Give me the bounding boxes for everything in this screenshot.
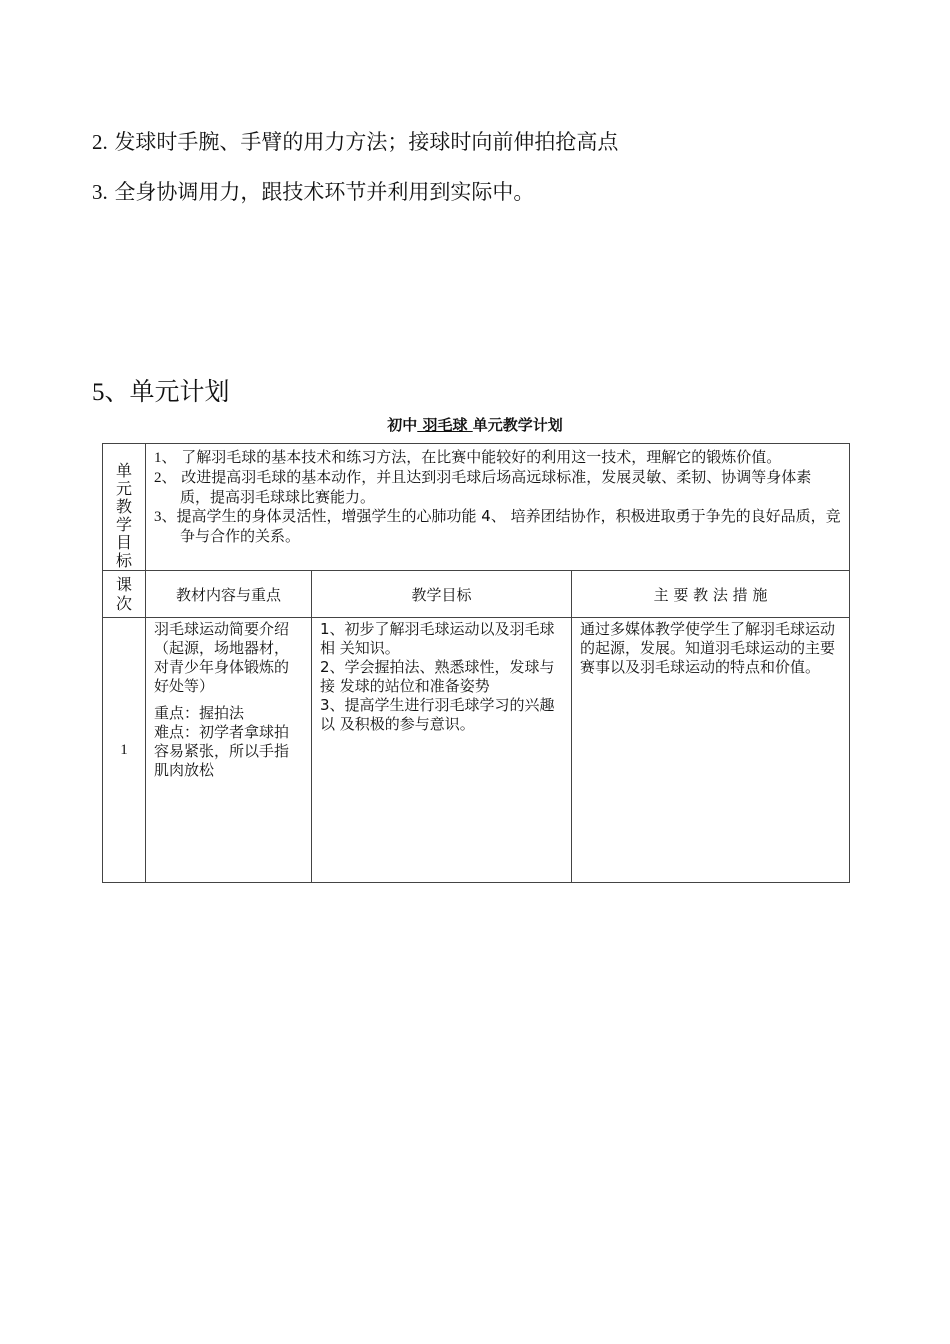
goal-label-char: 学 [115,515,132,534]
intro-line-2-number: 2. [92,130,108,154]
table-title [0,414,950,435]
difficulty: 难点：初学者拿球拍容易紧张，所以手指肌肉放松 [154,723,290,779]
method-header: 主 要 教 法 措 施 [572,571,850,618]
goal-label-char: 元 [115,479,132,498]
goal-item [154,468,841,507]
unit-goals [146,444,850,571]
lesson-header-char: 次 [115,594,132,613]
lesson-methods [572,618,850,883]
goal-text: 、 了解羽毛球的基本技术和练习方法，在比赛中能较好的利用这一技术，理解它的锻炼价值。 [161,448,782,466]
intro-line-2-text: 发球时手腕、手臂的用力方法；接球时向前伸拍抢高点 [107,130,619,154]
intro-line-3-text: 全身协调用力，跟技术环节并利用到实际中。 [107,180,535,204]
unit-goal-label [103,444,146,571]
goal-label-char: 目 [115,533,132,552]
goal-item [154,448,841,468]
goal-number: 1 [154,450,162,466]
goal-label-char: 教 [115,497,132,516]
unit-plan-table [102,443,850,883]
section-number: 5 [92,379,105,406]
goal-number: 2 [154,470,162,486]
lesson-content [146,618,312,883]
objective-item: 1、初步了解羽毛球运动以及羽毛球相 关知识。 [320,620,555,657]
header-row [103,571,850,618]
content-header: 教材内容与重点 [146,571,312,618]
goal-item [154,507,841,546]
goal-text: 、 改进提高羽毛球的基本动作，并且达到羽毛球后场高远球标准，发展灵敏、柔韧、协调等身体素质，提高羽毛球球比赛能力。 [161,468,812,506]
content-text: 羽毛球运动简要介绍（起源，场地器材，对青少年身体锻炼的好处等） [154,620,290,695]
intro-line-3 [92,176,534,206]
objective-header: 教学目标 [312,571,572,618]
lesson-number: 1 [103,618,146,883]
table-title-sport: 羽毛球 [417,416,473,434]
lesson-header-char: 课 [115,575,132,594]
intro-line-2 [92,126,618,156]
table-title-prefix: 初中 [387,416,418,434]
lesson-row [103,618,850,883]
goals-row [103,444,850,571]
lesson-header [103,571,146,618]
goal-text: 、提高学生的身体灵活性，增强学生的心肺功能 4、 培养团结协作，积极进取勇于争先的良好品质，竞争与合作的关系。 [161,507,841,545]
goal-label-char: 单 [115,461,132,480]
goal-number: 3 [154,509,162,525]
objective-item: 3、提高学生进行羽毛球学习的兴趣以 及积极的参与意识。 [320,696,555,733]
key-point: 重点：握拍法 [154,704,245,722]
method-text: 通过多媒体教学使学生了解羽毛球运动的起源，发展。知道羽毛球运动的主要赛事以及羽毛球运动的特点和价值。 [580,620,836,676]
section-title: 、单元计划 [104,377,230,406]
section-heading [92,372,230,408]
lesson-objectives [312,618,572,883]
objective-item: 2、学会握拍法、熟悉球性，发球与接 发球的站位和准备姿势 [320,658,555,695]
goal-label-char: 标 [115,551,132,570]
table-title-suffix: 单元教学计划 [472,416,563,434]
intro-line-3-number: 3. [92,180,108,204]
